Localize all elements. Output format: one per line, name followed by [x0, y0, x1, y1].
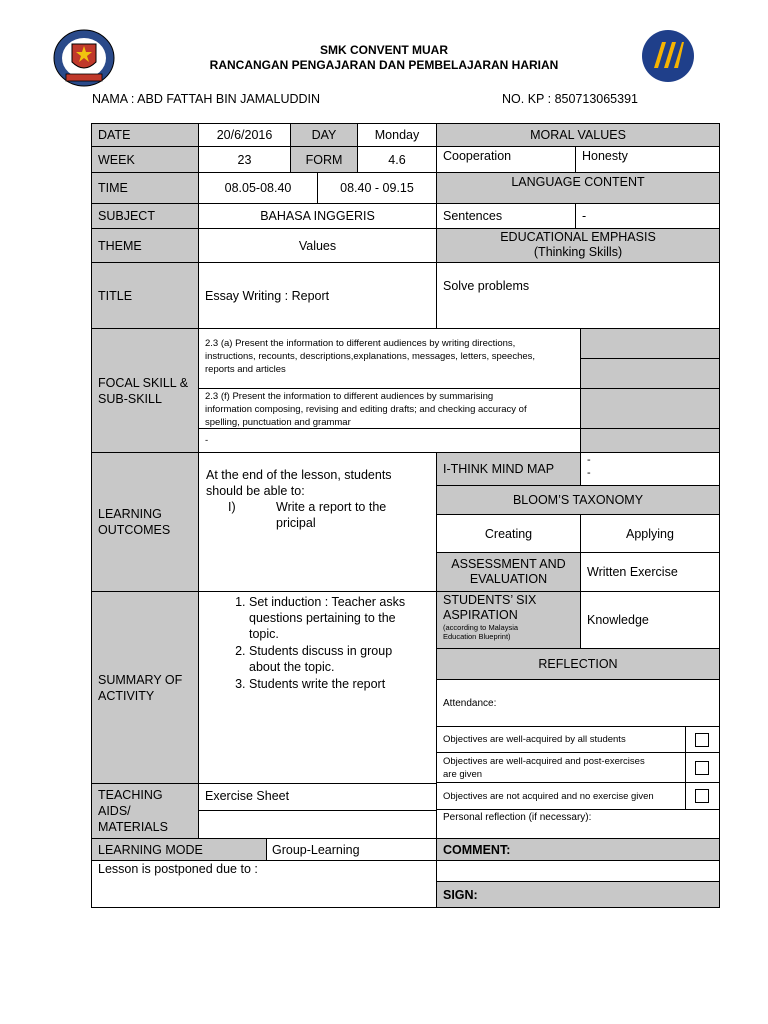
focal-grey-cell-3 — [580, 388, 720, 429]
time-slot-1: 08.05-08.40 — [198, 172, 318, 204]
outcome-item-text: Write a report to the pricipal — [276, 500, 387, 530]
week-label: WEEK — [91, 146, 199, 173]
activity-steps-list — [227, 594, 430, 692]
learning-mode-label: LEARNING MODE — [91, 838, 267, 861]
summary-activity-content — [198, 591, 437, 784]
activity-step — [249, 676, 430, 692]
activity-step-line: 2. Students discuss in group — [249, 644, 393, 658]
objective-checkbox-1[interactable] — [695, 733, 709, 747]
objective-checkbox-3[interactable] — [695, 789, 709, 803]
activity-step — [249, 643, 430, 675]
focal-grey-cell-1 — [580, 328, 720, 359]
form-label: FORM — [290, 146, 358, 173]
focal-grey-cell-2 — [580, 358, 720, 389]
objective-checkbox-cell-3 — [685, 782, 720, 810]
bloom-level-1: Creating — [436, 514, 581, 553]
day-label: DAY — [290, 123, 358, 147]
activity-step-line: questions pertaining to the — [249, 611, 396, 625]
blooms-taxonomy-header: BLOOM’S TAXONOMY — [436, 485, 720, 515]
educational-emphasis-value: Solve problems — [436, 262, 720, 329]
aspiration-label: STUDENTS’ SIX ASPIRATION (according to Malaysia Education Blueprint) — [436, 591, 581, 649]
focal-grey-cell-4 — [580, 428, 720, 453]
focal-skill-2: 2.3 (f) Present the information to different audiences by summarising information composing, revising and editing drafts; and checking accuracy of spelling, punctuation and grammar — [198, 388, 581, 429]
teacher-name: NAMA : ABD FATTAH BIN JAMALUDDIN — [92, 92, 321, 106]
aspiration-value: Knowledge — [580, 591, 720, 649]
form-subtitle: RANCANGAN PENGAJARAN DAN PEMBELAJARAN HARIAN — [209, 58, 559, 72]
comment-field[interactable] — [436, 860, 720, 882]
bloom-level-2: Applying — [580, 514, 720, 553]
time-label: TIME — [91, 172, 199, 204]
moral-values-header: MORAL VALUES — [436, 123, 720, 147]
focal-skill-1: 2.3 (a) Present the information to different audiences by writing directions, instructions, recounts, descriptions,explanations, messages, letters, speeches, reports and articles — [198, 328, 581, 389]
date-value: 20/6/2016 — [198, 123, 291, 147]
form-value: 4.6 — [357, 146, 437, 173]
ithink-value: - - — [580, 452, 720, 486]
moral-value-2: Honesty — [575, 146, 720, 173]
objective-option-2: Objectives are well-acquired and post-exercises are given — [436, 752, 686, 783]
activity-step-line: topic. — [249, 627, 279, 641]
teaching-aids-extra — [198, 810, 437, 839]
school-name: SMK CONVENT MUAR — [320, 43, 448, 57]
reflection-header: REFLECTION — [436, 648, 720, 680]
attendance-field: Attendance: — [436, 679, 720, 727]
outcome-item-number: I) — [228, 500, 236, 514]
objective-option-1: Objectives are well-acquired by all students — [436, 726, 686, 753]
learning-outcomes-content: At the end of the lesson, students should be able to: I) Write a report to the pricipal — [198, 452, 437, 592]
focal-skill-label: FOCAL SKILL & SUB-SKILL — [91, 328, 199, 453]
sign-label: SIGN: — [436, 881, 720, 908]
language-content-2: - — [575, 203, 720, 229]
time-slot-2: 08.40 - 09.15 — [317, 172, 437, 204]
assessment-label: ASSESSMENT AND EVALUATION — [436, 552, 581, 592]
assessment-value: Written Exercise — [580, 552, 720, 592]
date-label: DATE — [91, 123, 199, 147]
teaching-aids-value: Exercise Sheet — [198, 783, 437, 811]
summary-activity-label: SUMMARY OF ACTIVITY — [91, 591, 199, 784]
comment-label: COMMENT: — [436, 838, 720, 861]
objective-checkbox-2[interactable] — [695, 761, 709, 775]
learning-mode-value: Group-Learning — [266, 838, 437, 861]
objective-option-3: Objectives are not acquired and no exercise given — [436, 782, 686, 810]
language-content-header: LANGUAGE CONTENT — [436, 172, 720, 204]
educational-emphasis-header: EDUCATIONAL EMPHASIS (Thinking Skills) — [436, 228, 720, 263]
learning-outcomes-label: LEARNING OUTCOMES — [91, 452, 199, 592]
objective-checkbox-cell-1 — [685, 726, 720, 753]
ithink-label: I-THINK MIND MAP — [436, 452, 581, 486]
title-value: Essay Writing : Report — [198, 262, 437, 329]
teaching-aids-label: TEACHING AIDS/ MATERIALS — [91, 783, 199, 839]
lesson-postponed-field[interactable]: Lesson is postponed due to : — [91, 860, 437, 908]
ministry-logo — [640, 28, 696, 84]
language-content-1: Sentences — [436, 203, 576, 229]
moral-value-1: Cooperation — [436, 146, 576, 173]
objective-checkbox-cell-2 — [685, 752, 720, 783]
subject-label: SUBJECT — [91, 203, 199, 229]
activity-step — [249, 594, 430, 642]
teacher-ic-number: NO. KP : 850713065391 — [502, 92, 638, 106]
activity-step-line: 3. Students write the report — [249, 677, 386, 691]
subject-value: BAHASA INGGERIS — [198, 203, 437, 229]
activity-step-line: about the topic. — [249, 660, 335, 674]
focal-skill-3: - — [198, 428, 581, 453]
activity-step-line: 1. Set induction : Teacher asks — [249, 595, 406, 609]
theme-label: THEME — [91, 228, 199, 263]
personal-reflection-field[interactable]: Personal reflection (if necessary): — [436, 809, 720, 839]
week-value: 23 — [198, 146, 291, 173]
day-value: Monday — [357, 123, 437, 147]
theme-value: Values — [198, 228, 437, 263]
title-label: TITLE — [91, 262, 199, 329]
